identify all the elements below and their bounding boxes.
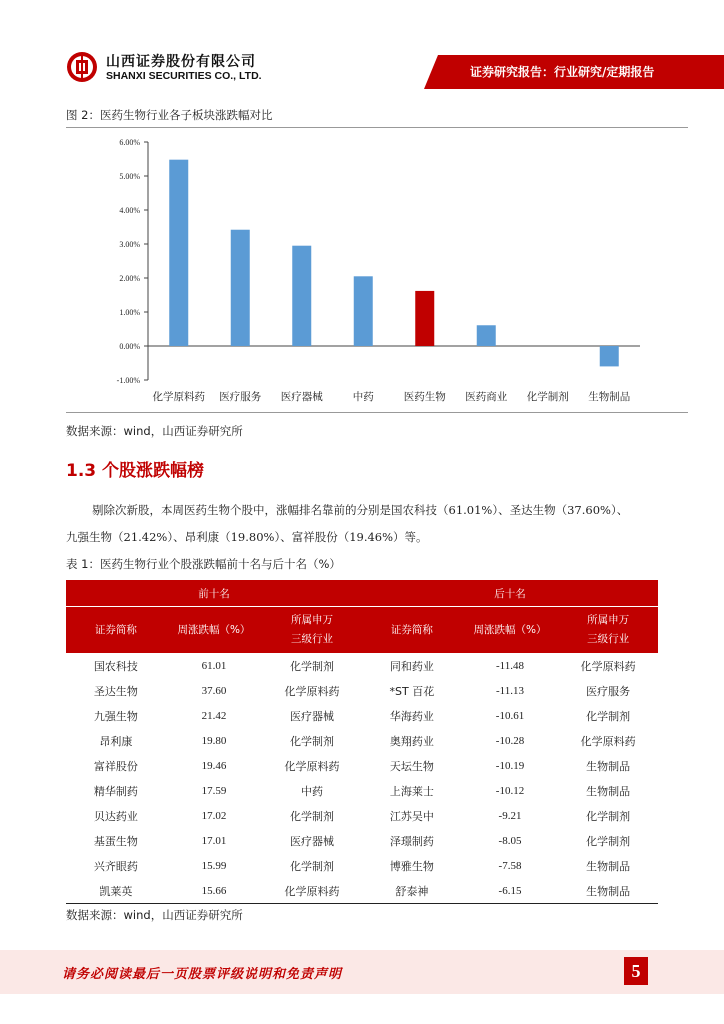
- change-top: 17.02: [201, 809, 227, 822]
- change-bottom: -11.13: [496, 684, 525, 697]
- y-tick-label: -1.00%: [116, 376, 140, 385]
- change-top: 15.66: [166, 878, 262, 904]
- col-change-bottom: 周涨跌幅（%）: [462, 607, 558, 654]
- table-row: [66, 878, 658, 904]
- stock-name-bottom: 华海药业: [389, 709, 434, 723]
- stock-name-top: 贝达药业: [93, 809, 138, 823]
- industry-bottom: 化学制剂: [586, 834, 631, 848]
- stock-name-top: 昂利康: [99, 734, 133, 748]
- figure-bottom-rule: [66, 412, 688, 413]
- change-top: 19.80: [201, 734, 227, 747]
- stock-name-top: 基蛋生物: [93, 834, 138, 848]
- stock-name-bottom: 江苏吴中: [389, 809, 434, 823]
- change-top: 17.01: [201, 834, 227, 847]
- industry-bottom: 化学原料药: [580, 659, 636, 673]
- stock-name-top: 国农科技: [93, 659, 138, 673]
- stock-name-top: 精华制药: [93, 784, 138, 798]
- industry-bottom: 生物制品: [586, 784, 631, 798]
- change-bottom: -8.05: [498, 834, 522, 847]
- industry-bottom: 化学制剂: [586, 709, 631, 723]
- change-top: 21.42: [201, 709, 227, 722]
- industry-top: 化学制剂: [290, 734, 335, 748]
- bar: [231, 230, 250, 346]
- y-tick-label: 6.00%: [119, 138, 140, 147]
- table-row: [66, 828, 658, 853]
- figure-title: 图 2：医药生物行业各子板块涨跌幅对比: [66, 108, 273, 122]
- paragraph-line-1: 剔除次新股，本周医药生物个股中，涨幅排名靠前的分别是国农科技（61.01%）、圣达生物（37.60%）、: [92, 503, 629, 517]
- industry-top: 化学制剂: [290, 859, 335, 873]
- industry-top: 医疗器械: [290, 709, 335, 723]
- table-row: [66, 803, 658, 828]
- page-number: 5: [624, 957, 648, 985]
- stock-name-top: 兴齐眼药: [93, 859, 138, 873]
- stock-name-bottom: *ST 百花: [389, 684, 435, 698]
- x-tick-label: 中药: [352, 391, 374, 403]
- table-source: 数据来源：wind，山西证券研究所: [66, 908, 243, 922]
- stock-name-bottom: 奥翔药业: [389, 734, 434, 748]
- section-title: 1.3 个股涨跌幅榜: [66, 461, 205, 481]
- y-tick-label: 0.00%: [119, 342, 140, 351]
- paragraph-line-2: 九强生物（21.42%）、昂利康（19.80%）、富祥股份（19.46%）等。: [66, 530, 428, 544]
- y-tick-label: 2.00%: [119, 274, 140, 283]
- stock-name-bottom: 同和药业: [389, 659, 434, 673]
- table-title: 表 1：医药生物行业个股涨跌幅前十名与后十名（%）: [66, 557, 341, 571]
- stock-ranking-table: [66, 580, 658, 904]
- industry-top: 医疗器械: [290, 834, 335, 848]
- col-industry-bottom: 所属申万 三级行业: [558, 607, 658, 654]
- col-name-top: 证券简称: [66, 607, 166, 654]
- industry-bottom: 生物制品: [586, 759, 631, 773]
- company-logo-icon: [66, 51, 98, 83]
- stock-name-top: 九强生物: [93, 709, 138, 723]
- company-name-cn: 山西证券股份有限公司: [106, 54, 256, 70]
- change-top: 37.60: [201, 684, 227, 697]
- table-row: [66, 703, 658, 728]
- top-ten-header: 前十名: [66, 580, 362, 607]
- y-tick-label: 1.00%: [119, 308, 140, 317]
- industry-bottom: 生物制品: [586, 859, 631, 873]
- stock-name-bottom: 泽璟制药: [389, 834, 434, 848]
- x-tick-label: 医药生物: [403, 391, 446, 403]
- change-bottom: -10.12: [495, 784, 525, 797]
- subsector-change-bar-chart: [66, 132, 688, 410]
- stock-name-top: 圣达生物: [93, 684, 138, 698]
- footer-disclaimer: 请务必阅读最后一页股票评级说明和免责声明: [62, 967, 343, 982]
- bar: [169, 160, 188, 346]
- change-bottom: -7.58: [498, 859, 522, 872]
- company-name-en: SHANXI SECURITIES CO., LTD.: [106, 70, 262, 82]
- bar: [415, 291, 434, 346]
- bottom-ten-header: 后十名: [362, 580, 658, 607]
- industry-top: 化学原料药: [262, 878, 362, 904]
- stock-name-bottom: 博雅生物: [389, 859, 434, 873]
- industry-top: 化学制剂: [290, 659, 335, 673]
- table-row: [66, 728, 658, 753]
- table-row: [66, 653, 658, 678]
- report-type-tag: 证券研究报告：行业研究/定期报告: [470, 65, 655, 79]
- y-tick-label: 5.00%: [119, 172, 140, 181]
- change-top: 61.01: [201, 659, 227, 672]
- stock-name-bottom: 上海莱士: [389, 784, 434, 798]
- x-tick-label: 化学原料药: [152, 391, 205, 403]
- x-tick-label: 生物制品: [588, 391, 631, 403]
- stock-name-top: 富祥股份: [93, 759, 138, 773]
- y-tick-label: 4.00%: [119, 206, 140, 215]
- industry-bottom: 医疗服务: [586, 684, 631, 698]
- section-paragraph: [66, 497, 666, 551]
- page-header: [0, 0, 724, 100]
- x-tick-label: 医药商业: [465, 391, 508, 403]
- industry-top: 化学制剂: [290, 809, 335, 823]
- x-tick-label: 医疗服务: [219, 391, 262, 403]
- change-bottom: -10.28: [495, 734, 525, 747]
- change-top: 17.59: [201, 784, 227, 797]
- col-industry-top: 所属申万 三级行业: [262, 607, 362, 654]
- bar: [600, 346, 619, 366]
- bar: [354, 276, 373, 346]
- change-bottom: -9.21: [498, 809, 522, 822]
- stock-name-bottom: 天坛生物: [389, 759, 434, 773]
- bar: [292, 246, 311, 346]
- industry-bottom: 生物制品: [558, 878, 658, 904]
- figure-source: 数据来源：wind，山西证券研究所: [66, 424, 243, 438]
- industry-bottom: 化学制剂: [586, 809, 631, 823]
- stock-name-bottom: 舒泰神: [362, 878, 462, 904]
- x-tick-label: 医疗器械: [280, 391, 323, 403]
- col-change-top: 周涨跌幅（%）: [166, 607, 262, 654]
- industry-top: 化学原料药: [284, 684, 340, 698]
- figure-top-rule: [66, 127, 688, 128]
- change-bottom: -11.48: [496, 659, 525, 672]
- change-bottom: -10.61: [495, 709, 525, 722]
- table-row: [66, 853, 658, 878]
- change-top: 15.99: [201, 859, 227, 872]
- change-top: 19.46: [201, 759, 227, 772]
- table-row: [66, 678, 658, 703]
- industry-top: 化学原料药: [284, 759, 340, 773]
- industry-bottom: 化学原料药: [580, 734, 636, 748]
- col-name-bottom: 证券简称: [362, 607, 462, 654]
- change-bottom: -6.15: [462, 878, 558, 904]
- x-tick-label: 化学制剂: [526, 391, 569, 403]
- table-row: [66, 778, 658, 803]
- stock-name-top: 凯莱英: [66, 878, 166, 904]
- y-tick-label: 3.00%: [119, 240, 140, 249]
- table-row: [66, 753, 658, 778]
- bar: [477, 325, 496, 346]
- change-bottom: -10.19: [495, 759, 525, 772]
- industry-top: 中药: [301, 784, 324, 798]
